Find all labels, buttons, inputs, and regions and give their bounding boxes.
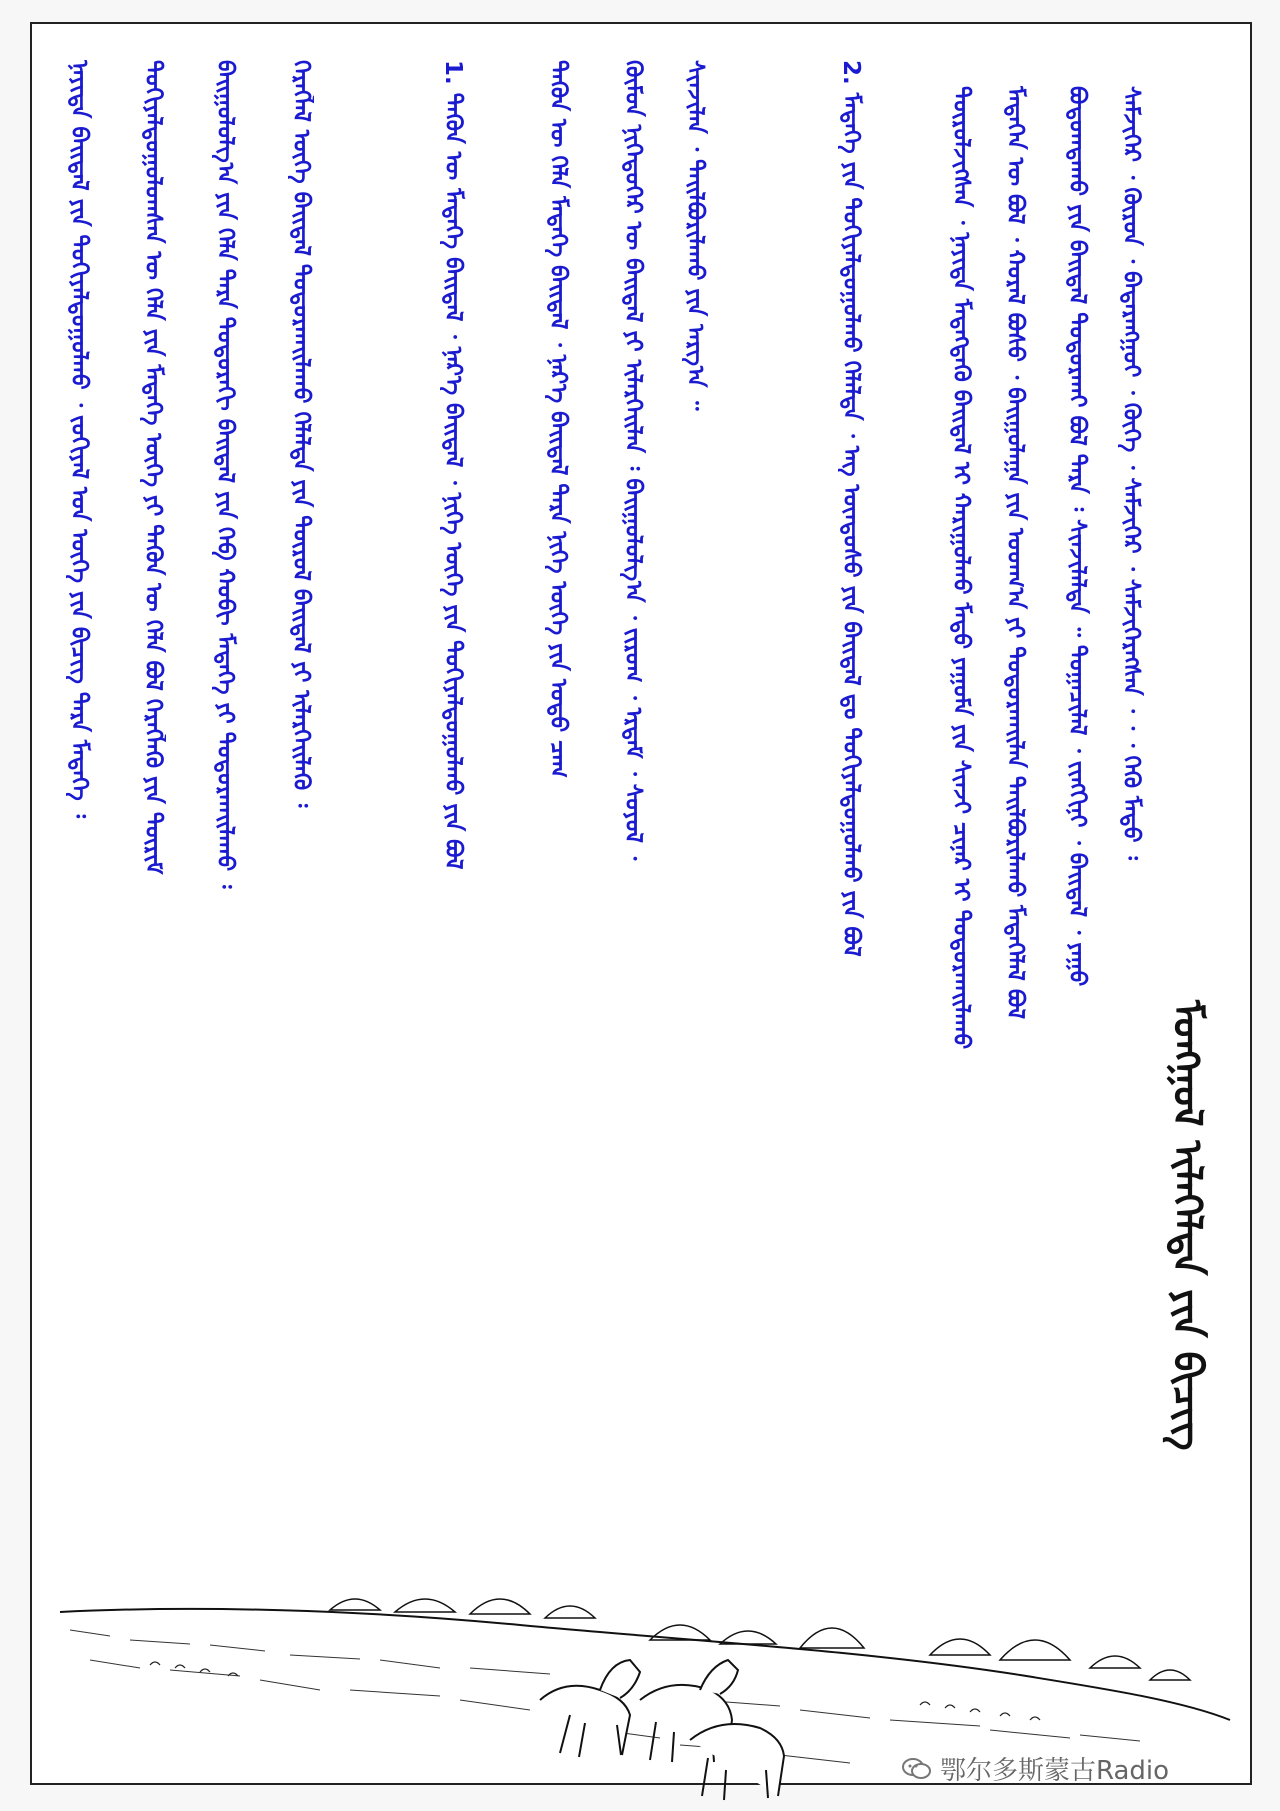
text-column-9: 1. ᠲᠡᠭᠦᠨ ᠦ ᠮᠡᠳᠡᠭᠡ ᠪᠠᠢᠳᠠᠯ ᠂ ᠨᠡᠷ᠎ᠡ ᠪᠠᠢᠳᠠᠯ ᠂ ᠨᠢᠭᠡ ᠦᠭᠡ ᠶᠢᠨ ᠲᠣᠬᠢᠶᠠᠯᠳᠤᠭᠤᠯᠬᠤ ᠶᠢᠨ ᠪᠣᠯ (440, 60, 466, 870)
text-column-11: ᠪᠠᠢᠭᠤᠯᠤᠯᠭ᠎ᠠ ᠶᠢᠨ ᠬᠡᠯᠡ ᠲᠡᠷᠡ ᠳᠣᠲᠣᠷᠠᠬᠢ ᠪᠠᠢᠳᠠᠯ ᠶᠢᠨ ᠬᠡᠪ ᠬᠤᠪᠢ ᠮᠡᠳᠡᠭᠡ ᠶᠢ ᠲᠣᠳᠣᠷᠬᠠᠢᠯᠠᠬᠤ ᠄ (212, 60, 238, 889)
text-column-12: ᠲᠣᠬᠢᠶᠠᠯᠳᠤᠭᠤᠯᠤᠭᠰᠠᠨ ᠦ ᠬᠡᠯᠡ ᠶᠢᠨ ᠮᠡᠳᠡᠭᠡ ᠦᠭᠡ ᠶᠢ ᠲᠡᠭᠦᠨ ᠦ ᠬᠡᠯᠡ ᠪᠣᠯ ᠬᠡᠷᠡᠭᠯᠡᠬᠦ ᠶᠢᠨ ᠳᠦᠷᠢᠮ (140, 60, 166, 875)
text-column-10: ᠬᠡᠷᠡᠭᠯᠡᠯ ᠦᠭᠡ ᠪᠠᠢᠳᠠᠯ ᠲᠣᠳᠣᠷᠬᠠᠢᠯᠠᠬᠤ ᠬᠡᠯᠡᠯᠲᠡ ᠶᠢᠨ ᠲᠦᠷᠦᠯ ᠪᠠᠢᠳᠠᠯ ᠶᠢ ᠢᠯᠡᠷᠬᠡᠢᠯᠡᠬᠦ ᠄ (288, 60, 314, 808)
watermark-text: 鄂尔多斯蒙古Radio (940, 1756, 1170, 1786)
text-column-3: ᠮᠡᠳᠡᠭᠡᠨ ᠦ ᠪᠣᠯ ᠂ ᠬᠤᠷᠠᠯ ᠪᠤᠰᠤ ᠂ ᠪᠠᠢᠭᠤᠯᠠᠭᠠ ᠶᠢᠨ ᠤᠳᠬ᠎ᠠ ᠶᠢ ᠲᠣᠳᠣᠷᠬᠠᠢᠯᠠᠨ ᠲᠠᠢᠯᠪᠤᠷᠢᠯᠠᠬᠤ ᠮᠡᠳᠡᠭᠡᠯᠡᠯ ᠪᠣᠯ (1002, 86, 1028, 1020)
text-column-1: ᠰᠡᠮᠵᠢᠭᠡᠷ ᠂ ᠬᠦᠷᠦᠨ ᠂ ᠪᠠᠳᠠᠷᠠᠩᠭᠤᠢ ᠂ ᠬᠦᠬᠡ ᠂ ᠰᠡᠮᠵᠢᠭᠡᠷ ᠂ ᠰᠡᠮᠵᠢᠭᠡᠷᠡᠭᠰᠡᠨ ᠂ ᠂ ᠂ ᠭᠡᠬᠦ ᠮᠡᠲᠦ ᠄ (1118, 86, 1144, 860)
text-column-13: ᠨᠡᠶᠢᠲᠡ ᠪᠠᠢᠳᠠᠯ ᠶᠢᠨ ᠲᠣᠬᠢᠶᠠᠯᠳᠤᠭᠤᠯᠬᠤ ᠂ ᠵᠣᠬᠢᠶᠠᠯ ᠤᠨ ᠦᠭᠡ ᠶᠢᠨ ᠪᠢᠴᠢᠭ ᠲᠡᠷᠡ ᠮᠡᠳᠡᠭᠡ ᠄ (66, 60, 92, 819)
wechat-icon (902, 1757, 932, 1781)
watermark (902, 1750, 1169, 1787)
text-column-6: ᠰᠢᠨᠵᠢᠯᠡᠨ ᠂ ᠲᠠᠢᠯᠪᠤᠷᠢᠯᠠᠬᠤ ᠶᠢᠨ ᠠᠷᠭ᠎ᠠ ᠃ (682, 60, 708, 411)
text-column-5: 2. ᠮᠡᠳᠡᠭᠡ ᠶᠢᠨ ᠲᠣᠬᠢᠶᠠᠯᠳᠤᠭᠤᠯᠬᠤ ᠬᠡᠯᠡᠯᠲᠡ ᠂ ᠡᠩ ᠦᠨᠳᠦᠰᠦ ᠶᠢᠨ ᠪᠠᠢᠳᠠᠯ ᠳᠤ ᠲᠣᠬᠢᠶᠠᠯᠳᠤᠭᠤᠯᠬᠤ ᠶᠢᠨ ᠪᠣᠯ (838, 60, 864, 957)
text-column-4: ᠲᠥᠷᠦᠯᠵᠢᠭᠰᠡᠨ ᠂ ᠨᠡᠶᠢᠲᠡ ᠮᠡᠳᠡᠭᠳᠡᠬᠦ ᠪᠠᠢᠳᠠᠯ ᠢ ᠬᠠᠷᠢᠭᠤᠯᠬᠤ ᠮᠡᠲᠦ ᠶᠠᠭᠤᠮᠠ ᠶᠢᠨ ᠰᠢᠨᠵᠢ ᠴᠢᠨᠠᠷ ᠢ ᠲᠣᠳᠣᠷᠬᠠᠢᠯᠠᠬᠤ (948, 86, 974, 1050)
text-column-8: ᠲᠡᠭᠦᠨ ᠦ ᠬᠡᠯᠡ ᠮᠡᠳᠡᠭᠡ ᠪᠠᠢᠳᠠᠯ ᠂ ᠨᠡᠷ᠎ᠡ ᠪᠠᠢᠳᠠᠯ ᠲᠡᠷᠡ ᠨᠢᠭᠡ ᠦᠭᠡ ᠶᠢᠨ ᠣᠳᠣ ᠴᠠᠭ (545, 60, 571, 778)
text-column-7: ᠬᠦᠮᠦᠨ ᠨᠢᠭᠡᠳᠦᠭᠡᠷ ᠦ ᠪᠠᠢᠳᠠᠯ ᠶᠢ ᠢᠯᠡᠷᠬᠡᠢᠯᠡᠨ ᠄ ᠪᠠᠢᠭᠤᠯᠤᠯᠭ᠎ᠠ ᠂ ᠵᠢᠷᠤᠭ ᠂ ᠡᠷᠳᠡᠮ ᠂ ᠰᠣᠶᠣᠯ ᠂ (620, 60, 646, 861)
text-column-2: ᠪᠣᠳᠣᠭᠳᠠᠬᠤ ᠶᠢᠨ ᠪᠠᠢᠳᠠᠯ ᠲᠣᠳᠣᠷᠬᠠᠢ ᠪᠣᠯ ᠲᠡᠷᠡ ᠄ ᠰᠢᠨᠵᠢᠯᠡᠯᠲᠡ ᠃ ᠲᠣᠭᠠᠴᠢᠯᠠᠯ ᠂ ᠵᠢᠩᠬᠢᠨᠢ ᠂ ᠪᠠᠢᠳᠠᠯ ᠂ ᠶᠠᠭᠤ (1064, 86, 1090, 987)
document-title: ᠮᠣᠩᠭᠣᠯ ᠢᠯᠡᠭᠡᠯᠲᠡ ᠶᠢᠨ ᠪᠢᠴᠢᠭ (1164, 1000, 1211, 1451)
